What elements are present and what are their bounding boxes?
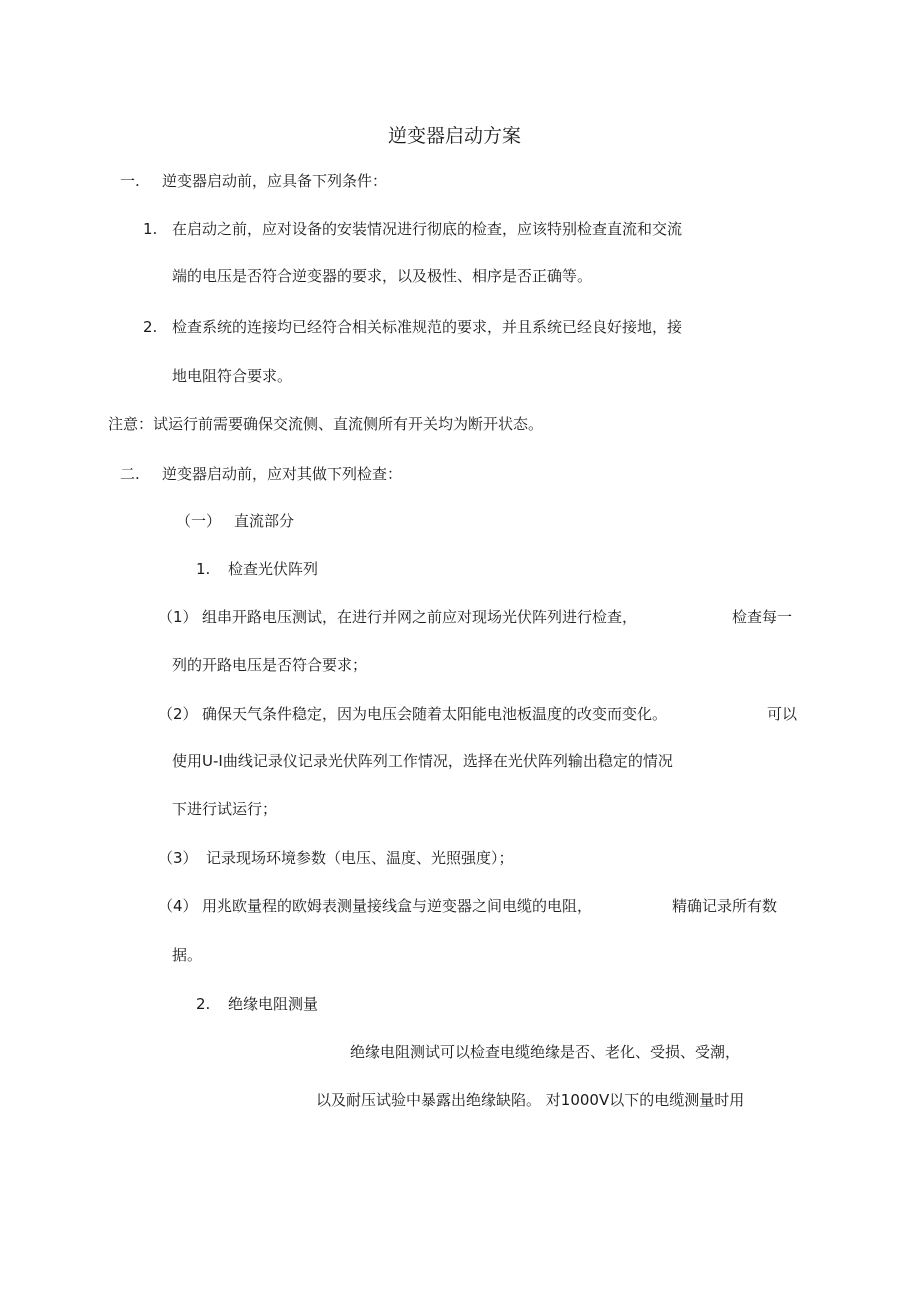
point-1-line-1b: 检查每一 <box>732 608 793 626</box>
document-title: 逆变器启动方案 <box>388 125 522 147</box>
point-4-number: （4） <box>158 897 198 915</box>
section-1-heading: 逆变器启动前，应具备下列条件： <box>162 172 388 190</box>
subsection-1-2-number: 2. <box>196 995 211 1013</box>
point-2-line-2: 使用U-I曲线记录仪记录光伏阵列工作情况，选择在光伏阵列输出稳定的情况 <box>172 752 673 770</box>
point-2-line-1b: 可以 <box>767 705 798 723</box>
section-2-number: 二. <box>120 465 140 483</box>
subsection-1-1-number: 1. <box>196 560 211 578</box>
paragraph-5-line-2: 以及耐压试验中暴露出绝缘缺陷。 对1000V以下的电缆测量时用 <box>316 1091 745 1109</box>
point-2-number: （2） <box>158 705 198 723</box>
note-text: 注意：试运行前需要确保交流侧、直流侧所有开关均为断开状态。 <box>108 415 544 433</box>
item-1-number: 1. <box>143 220 158 238</box>
point-4-line-1b: 精确记录所有数 <box>672 897 778 915</box>
point-1-number: （1） <box>158 608 198 626</box>
point-2-line-1a: 确保天气条件稳定，因为电压会随着太阳能电池板温度的改变而变化。 <box>202 705 668 723</box>
item-1-line-2: 端的电压是否符合逆变器的要求，以及极性、相序是否正确等。 <box>172 267 593 285</box>
item-1-line-1: 在启动之前，应对设备的安装情况进行彻底的检查，应该特别检查直流和交流 <box>172 220 683 238</box>
subsection-1-number: （一） <box>176 512 222 530</box>
subsection-1-2-heading: 绝缘电阻测量 <box>228 995 319 1013</box>
section-2-heading: 逆变器启动前，应对其做下列检查： <box>162 465 403 483</box>
point-3-text: 记录现场环境参数（电压、温度、光照强度）； <box>206 849 514 867</box>
point-4-line-2: 据。 <box>172 946 203 964</box>
item-2-number: 2. <box>143 318 158 336</box>
point-4-line-1a: 用兆欧量程的欧姆表测量接线盒与逆变器之间电缆的电阻， <box>202 897 593 915</box>
paragraph-5-line-1: 绝缘电阻测试可以检查电缆绝缘是否、老化、受损、受潮， <box>350 1043 741 1061</box>
item-2-line-1: 检查系统的连接均已经符合相关标准规范的要求，并且系统已经良好接地，接 <box>172 318 683 336</box>
point-1-line-1a: 组串开路电压测试，在进行并网之前应对现场光伏阵列进行检查， <box>202 608 638 626</box>
subsection-1-1-heading: 检查光伏阵列 <box>228 560 319 578</box>
point-2-line-3: 下进行试运行； <box>172 800 278 818</box>
point-1-line-2: 列的开路电压是否符合要求； <box>172 656 368 674</box>
point-3-number: （3） <box>158 849 198 867</box>
item-2-line-2: 地电阻符合要求。 <box>172 367 293 385</box>
subsection-1-heading: 直流部分 <box>234 512 295 530</box>
section-1-number: 一. <box>120 172 140 190</box>
